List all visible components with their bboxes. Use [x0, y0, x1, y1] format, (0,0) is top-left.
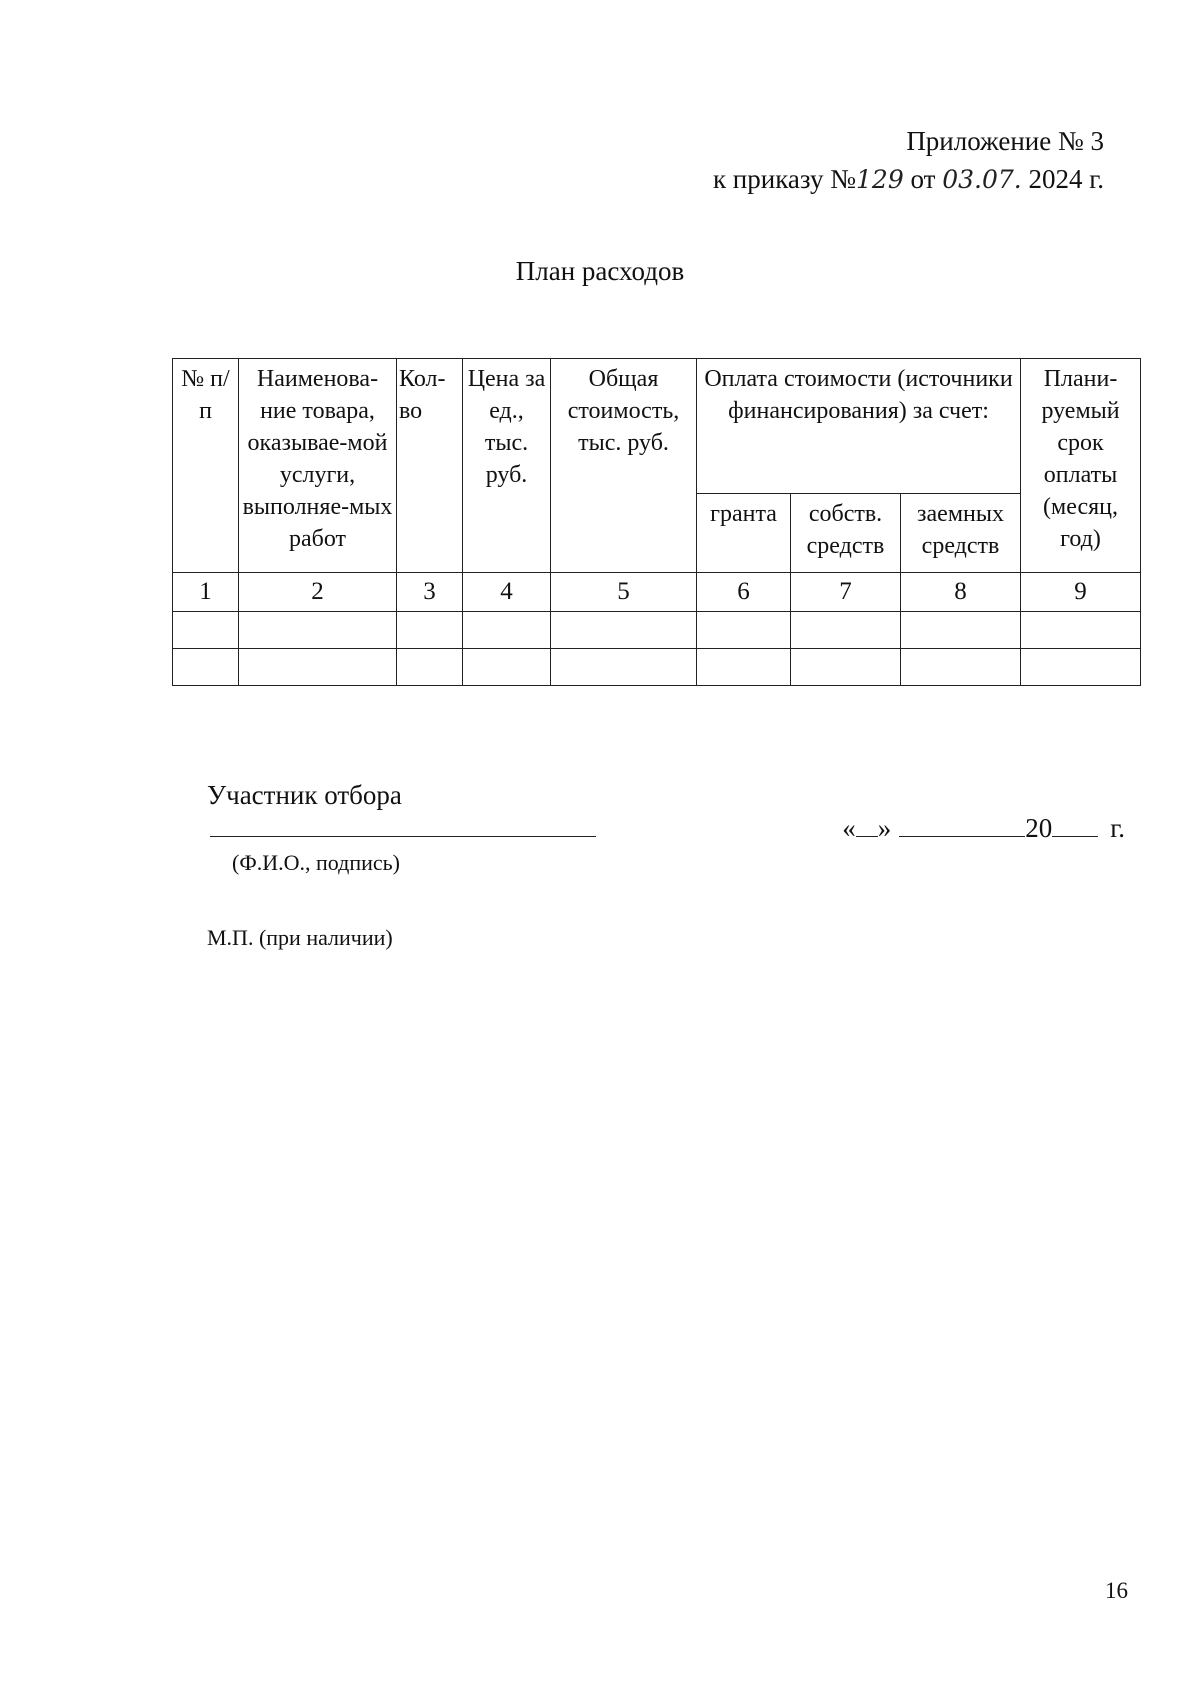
header-item-name: Наименова-ние товара, оказывае-мой услуги, выполняе-мых работ: [239, 359, 397, 573]
order-reference: [713, 160, 1104, 199]
empty-row: [173, 649, 1141, 686]
header-own-funds: собств. средств: [791, 494, 901, 573]
order-date-handwritten: 03.07.: [942, 165, 1022, 194]
empty-cell[interactable]: [463, 612, 551, 649]
column-number: 2: [239, 573, 397, 612]
header-grant: гранта: [697, 494, 791, 573]
column-number-row: [173, 573, 1141, 612]
empty-cell[interactable]: [173, 649, 239, 686]
order-year: 2024 г.: [1028, 164, 1104, 194]
column-number: 7: [791, 573, 901, 612]
date-close-quote: »: [877, 813, 892, 843]
day-blank[interactable]: [856, 812, 878, 837]
empty-cell[interactable]: [791, 649, 901, 686]
signature-line[interactable]: [210, 836, 596, 837]
empty-cell[interactable]: [1021, 612, 1141, 649]
header-unit-price: Цена за ед., тыс. руб.: [463, 359, 551, 573]
order-number-handwritten: 129: [856, 165, 904, 194]
order-prefix: к приказу №: [712, 164, 857, 194]
column-number: 9: [1021, 573, 1141, 612]
date-open-quote: «: [842, 813, 856, 843]
header-number: № п/п: [173, 359, 239, 573]
empty-cell[interactable]: [551, 649, 697, 686]
empty-cell[interactable]: [901, 612, 1021, 649]
empty-cell[interactable]: [463, 649, 551, 686]
column-number: 8: [901, 573, 1021, 612]
appendix-number: Приложение № 3: [906, 126, 1104, 156]
column-number: 5: [551, 573, 697, 612]
empty-cell[interactable]: [397, 612, 463, 649]
header-payment-term: Плани-руемый срок оплаты (месяц, год): [1021, 359, 1141, 573]
empty-cell[interactable]: [791, 612, 901, 649]
header-quantity: Кол-во: [397, 359, 463, 573]
empty-cell[interactable]: [239, 649, 397, 686]
header-row-top: [173, 359, 1141, 494]
header-total-cost: Общая стоимость, тыс. руб.: [551, 359, 697, 573]
date-suffix: г.: [1110, 813, 1125, 843]
year-blank[interactable]: [1052, 812, 1098, 837]
empty-cell[interactable]: [1021, 649, 1141, 686]
empty-cell[interactable]: [239, 612, 397, 649]
date-field: [842, 812, 1125, 844]
column-number: 4: [463, 573, 551, 612]
document-title: План расходов: [515, 256, 685, 286]
empty-row: [173, 612, 1141, 649]
appendix-header: [713, 122, 1104, 199]
signature-caption: (Ф.И.О., подпись): [232, 850, 400, 875]
empty-cell[interactable]: [697, 612, 791, 649]
header-payment-sources: Оплата стоимости (источники финансирования) за счет:: [697, 359, 1021, 494]
date-century: 20: [1025, 813, 1053, 843]
stamp-note: М.П. (при наличии): [207, 925, 393, 950]
page-number: 16: [1105, 1578, 1128, 1603]
empty-cell[interactable]: [901, 649, 1021, 686]
expense-plan-table: [172, 358, 1141, 686]
empty-cell[interactable]: [697, 649, 791, 686]
empty-cell[interactable]: [397, 649, 463, 686]
header-borrowed-funds: заемных средств: [901, 494, 1021, 573]
column-number: 6: [697, 573, 791, 612]
empty-cell[interactable]: [173, 612, 239, 649]
column-number: 1: [173, 573, 239, 612]
participant-label: Участник отбора: [207, 780, 402, 810]
month-blank[interactable]: [899, 812, 1025, 837]
column-number: 3: [397, 573, 463, 612]
order-from: от: [910, 164, 936, 194]
empty-cell[interactable]: [551, 612, 697, 649]
